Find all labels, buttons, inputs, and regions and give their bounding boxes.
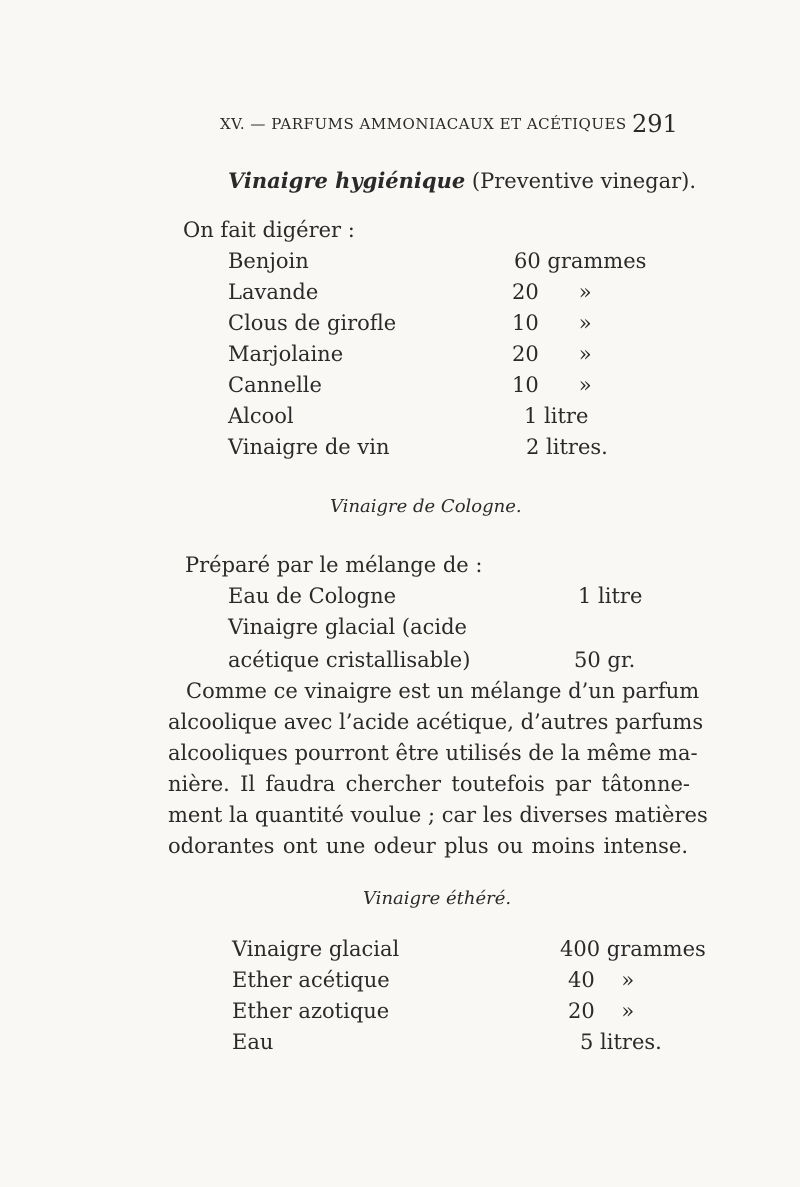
ingredient-qty: 20 » [512,280,592,304]
paragraph-line: alcooliques pourront être utilisés de la même ma- [168,741,698,765]
ingredient-name: Lavande [228,280,319,304]
ingredient-qty: 50 gr. [574,648,636,672]
page-number: 291 [632,110,678,138]
running-title: XV. — PARFUMS AMMONIACAUX ET ACÉTIQUES [220,115,627,133]
ingredient-name: Eau de Cologne [228,584,397,608]
running-header [220,115,627,133]
ingredient-name: Alcool [228,404,294,428]
ingredient-name: Eau [232,1030,274,1054]
ingredient-name: Clous de girofle [228,311,397,335]
ingredient-name: Ether acétique [232,968,390,992]
ingredient-qty: 5 litres. [580,1030,662,1054]
section-title-rest: (Preventive vinegar). [465,169,697,193]
ingredient-qty: 10 » [512,373,592,397]
ingredient-name: Benjoin [228,249,309,273]
ingredient-qty: 20 » [512,342,592,366]
ingredient-qty: 10 » [512,311,592,335]
paragraph-line: nière. Il faudra chercher toutefois par tâtonne- [168,772,690,796]
section-title-vinaigre-de-cologne: Vinaigre de Cologne. [330,496,522,517]
section-title-italic: Vinaigre hygiénique [228,168,466,193]
ingredient-name: Marjolaine [228,342,344,366]
ingredient-qty: 20 » [568,999,635,1023]
ingredient-qty: 1 litre [578,584,643,608]
ingredient-name: Vinaigre glacial (acide [228,615,467,639]
paragraph-line: odorantes ont une odeur plus ou moins intense. [168,834,688,858]
section-intro: On fait digérer : [183,218,355,242]
ingredient-name: Ether azotique [232,999,390,1023]
ingredient-qty: 1 litre [524,404,589,428]
ingredient-qty: 60 grammes [514,249,647,273]
ingredient-name: Vinaigre de vin [228,435,390,459]
ingredient-qty: 40 » [568,968,635,992]
ingredient-name: Vinaigre glacial [232,937,400,961]
paragraph-line: ment la quantité voulue ; car les diverses matières [168,803,708,827]
ingredient-name: acétique cristallisable) [228,648,471,672]
paragraph-line: Comme ce vinaigre est un mélange d’un parfum [186,679,700,703]
section-title-vinaigre-ethere: Vinaigre éthéré. [363,888,512,909]
section-intro: Préparé par le mélange de : [185,553,483,577]
ingredient-qty: 400 grammes [560,937,706,961]
ingredient-name: Cannelle [228,373,322,397]
section-title-vinaigre-hygienique [228,168,696,193]
paragraph-line: alcoolique avec l’acide acétique, d’autres parfums [168,710,704,734]
ingredient-qty: 2 litres. [526,435,608,459]
